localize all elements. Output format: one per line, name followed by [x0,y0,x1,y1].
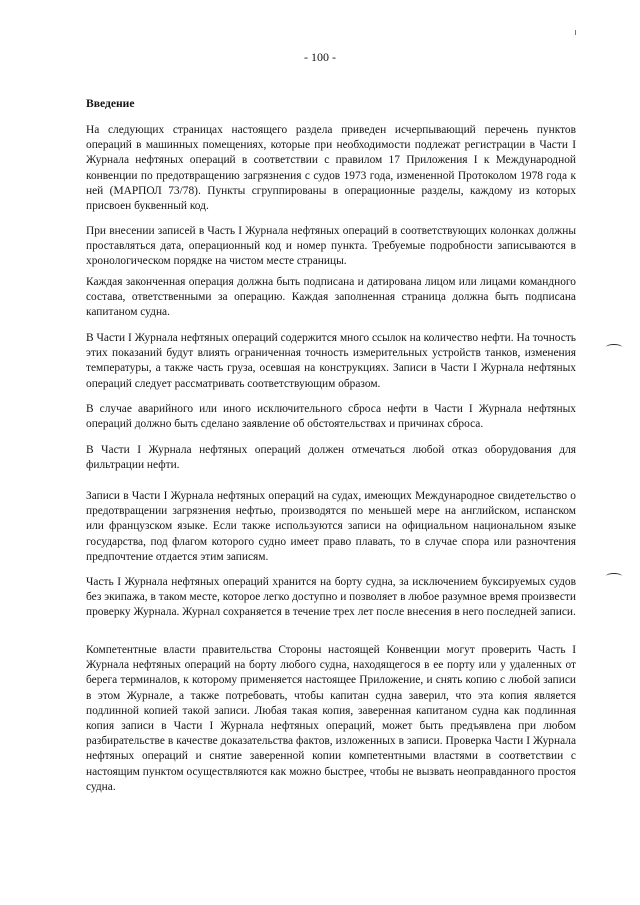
paragraph-intro: На следующих страницах настоящего раздела приведен исчерпывающий перечень пунктов операций в машинных помещениях, которые при необходимости подлежат регистрации в Части I Журнала нефтяных операций в соответствии с правилом 17 Приложения I к Международной конвенции по предотвращению загрязнения с судов 1973 года, измененной Протоколом 1978 года к ней (МАРПОЛ 73/78). Пункты сгруппированы в операционные разделы, каждому из которых присвоен буквенный код. [86,124,576,213]
paragraph-inspection: Компетентные власти правительства Стороны настоящей Конвенции могут проверить Часть I Журнала нефтяных операций на борту любого судна, находящегося в ее порту или у удаленных от берега терминалов, к которому применяется настоящее Приложение, и снять копию с любой записи в этом Журнале, а также потребовать, чтобы капитан судна заверил, что эта копия является подлинной копией такой записи. Любая такая копия, заверенная капитаном судна как подлинная копия записи в Части I Журнала нефтяных операций, может быть предъявлена при любом разбирательстве в качестве доказательства фактов, изложенных в записи. Проверка Части I Журнала нефтяных операций и снятие заверенной копии компетентными властями в соответствии с настоящим пунктом осуществляются как можно быстрее, чтобы не вызвать неоправданного простоя судна. [86,644,576,793]
paragraph-oil-quantity: В Части I Журнала нефтяных операций содержится много ссылок на количество нефти. На точность этих показаний будут влиять ограниченная точность измерительных устройств танков, изменения температуры, а также часть груза, осевшая на конструкциях. Записи в Части I Журнала нефтяных операций следует рассматривать соответствующим образом. [86,332,576,390]
scan-speck [575,30,576,35]
paragraph-signatures: Каждая законченная операция должна быть подписана и датирована лицом или лицами командного состава, ответственными за операцию. Каждая заполненная страница должна быть подписана капитаном судна. [86,276,576,319]
paragraph-equipment-failure: В Части I Журнала нефтяных операций должен отмечаться любой отказ оборудования для фильтрации нефти. [86,444,576,472]
paragraph-entries: При внесении записей в Часть I Журнала нефтяных операций в соответствующих колонках должны проставляться дата, операционный код и номер пункта. Требуемые подробности записываются в хронологическом порядке на чистом месте страницы. [86,225,576,268]
section-heading: Введение [86,97,135,110]
paragraph-storage: Часть I Журнала нефтяных операций хранится на борту судна, за исключением буксируемых судов без экипажа, в таком месте, которое легко доступно и позволяет в любое разумное время произвести проверку Журнала. Журнал сохраняется в течение трех лет после внесения в него последней записи. [86,576,576,619]
margin-mark-bottom [606,573,622,579]
paragraph-languages: Записи в Части I Журнала нефтяных операций на судах, имеющих Международное свидетельство о предотвращении загрязнения нефтью, производятся по меньшей мере на английском, испанском или французском языке. Если также используются записи на официальном национальном языке государства, под флагом которого судно имеет право плавать, то в случае спора или разночтения предпочтение отдается этим записям. [86,490,576,563]
margin-mark-top [606,344,622,350]
paragraph-emergency-discharge: В случае аварийного или иного исключительного сброса нефти в Части I Журнала нефтяных операций должно быть сделано заявление об обстоятельствах и причинах сброса. [86,403,576,431]
page-number: - 100 - [304,50,336,64]
